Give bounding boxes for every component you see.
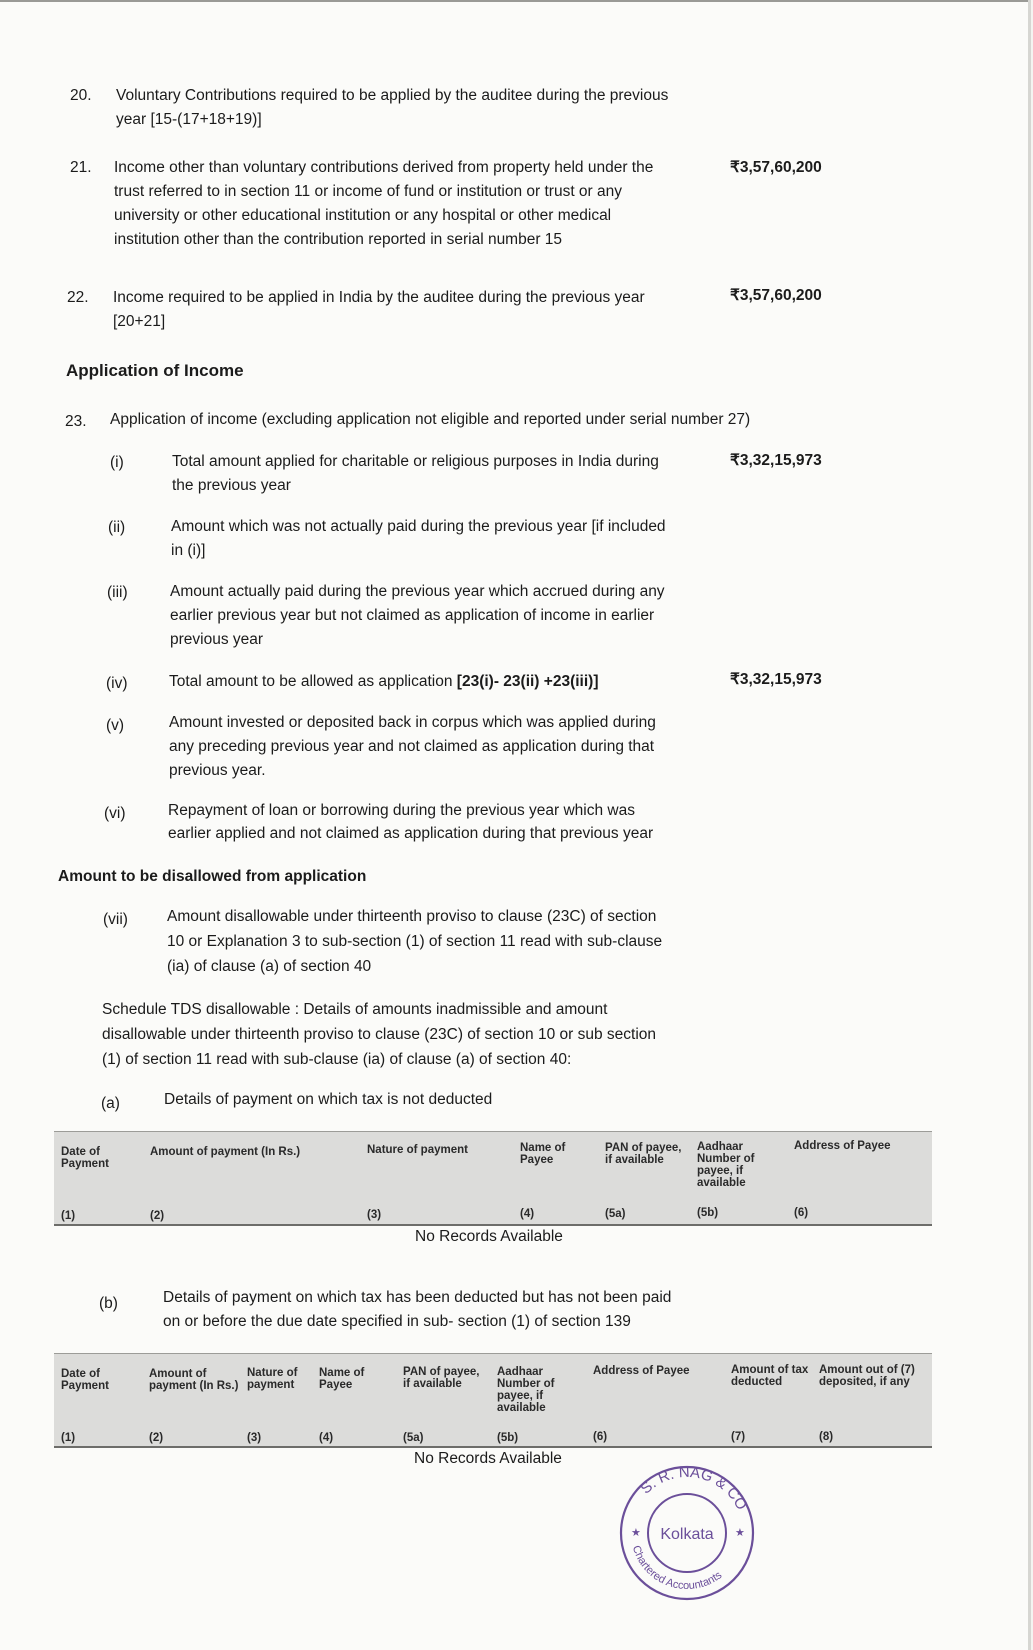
table-a-index-5a: (5a) — [605, 1208, 626, 1220]
table-b-header-address: Address of Payee — [593, 1365, 690, 1377]
sub-vii-text-line2: 10 or Explanation 3 to sub-section (1) of section 11 read with sub-clause — [167, 933, 663, 950]
item-21-number: 21. — [70, 159, 92, 176]
item-22-text-line1: Income required to be applied in India by the auditee during the previous year — [113, 289, 645, 306]
item-22-number: 22. — [67, 289, 89, 306]
table-a-header-address: Address of Payee — [794, 1140, 891, 1152]
stamp-co-text: CO — [722, 1483, 751, 1513]
table-b-index-8: (8) — [819, 1431, 834, 1443]
table-a-index-1: (1) — [61, 1210, 76, 1222]
table-a-no-records: No Records Available — [415, 1228, 563, 1245]
table-a-header-name: Name of Payee — [520, 1142, 566, 1166]
table-b-header-amount: Amount of payment (In Rs.) — [149, 1368, 239, 1392]
table-a-index-5b: (5b) — [697, 1207, 719, 1219]
item-21-amount: ₹3,57,60,200 — [730, 159, 822, 176]
top-edge-line — [0, 0, 1028, 2]
table-b-index-4: (4) — [319, 1432, 334, 1444]
sub-i-number: (i) — [110, 454, 124, 471]
table-a-header-nature: Nature of payment — [367, 1144, 468, 1156]
table-b-index-5b: (5b) — [497, 1432, 519, 1444]
sub-iii-text-line2: earlier previous year but not claimed as application of income in earlier — [170, 607, 655, 624]
table-a-header-date: Date of Payment — [61, 1146, 109, 1170]
schedule-text-line2: disallowable under thirteenth proviso to clause (23C) of section 10 or sub section — [102, 1026, 657, 1043]
table-b-header-deposited: Amount out of (7) deposited, if any — [819, 1364, 915, 1388]
sub-vi-text-line2: earlier applied and not claimed as application during that previous year — [168, 825, 654, 842]
sub-ii-text-line1: Amount which was not actually paid during the previous year [if included — [171, 518, 666, 535]
part-a-text: Details of payment on which tax is not deducted — [164, 1091, 493, 1108]
table-a-index-2: (2) — [150, 1210, 165, 1222]
sub-vi-number: (vi) — [104, 805, 126, 822]
sub-vii-text-line1: Amount disallowable under thirteenth proviso to clause (23C) of section — [167, 908, 657, 925]
stamp-star-right-icon: ★ — [735, 1526, 745, 1539]
table-b-header-tax-deducted: Amount of tax deducted — [731, 1364, 809, 1388]
item-20-number: 20. — [70, 87, 92, 104]
item-21-text-line1: Income other than voluntary contributions derived from property held under the — [114, 159, 654, 176]
part-b-text-line1: Details of payment on which tax has been deducted but has not been paid — [163, 1289, 672, 1306]
item-22-text-line2: [20+21] — [113, 313, 166, 330]
table-b-index-2: (2) — [149, 1432, 164, 1444]
table-b-index-1: (1) — [61, 1432, 76, 1444]
item-23-text: Application of income (excluding application not eligible and reported under serial number 27) — [110, 411, 751, 428]
sub-ii-number: (ii) — [108, 519, 126, 536]
table-a-index-6: (6) — [794, 1207, 809, 1219]
item-21-text-line4: institution other than the contribution reported in serial number 15 — [114, 231, 563, 248]
table-b — [54, 1353, 932, 1448]
sub-iv-formula: [23(i)- 23(ii) +23(iii)] — [456, 673, 599, 690]
item-21-text-line2: trust referred to in section 11 or income of fund or institution or trust or any — [114, 183, 623, 200]
table-a-header-pan: PAN of payee, if available — [605, 1142, 682, 1166]
sub-v-text-line3: previous year. — [169, 762, 266, 779]
table-b-index-6: (6) — [593, 1431, 608, 1443]
table-b-index-7: (7) — [731, 1431, 746, 1443]
sub-iii-number: (iii) — [107, 584, 128, 601]
table-a-index-3: (3) — [367, 1209, 382, 1221]
sub-iv-amount: ₹3,32,15,973 — [730, 671, 822, 688]
sub-v-text-line2: any preceding previous year and not claimed as application during that — [169, 738, 655, 755]
sub-vii-number: (vii) — [103, 911, 128, 928]
firm-seal-stamp — [617, 1463, 757, 1603]
disallow-heading: Amount to be disallowed from application — [58, 868, 367, 885]
part-b-text-line2: on or before the due date specified in sub- section (1) of section 139 — [163, 1313, 631, 1330]
item-20-text-line2: year [15-(17+18+19)] — [116, 111, 262, 128]
sub-vii-text-line3: (ia) of clause (a) of section 40 — [167, 958, 372, 975]
table-b-index-3: (3) — [247, 1432, 262, 1444]
schedule-text-line1: Schedule TDS disallowable : Details of amounts inadmissible and amount — [102, 1001, 608, 1018]
sub-i-text-line2: the previous year — [172, 477, 291, 494]
item-20-text-line1: Voluntary Contributions required to be applied by the auditee during the previous — [116, 87, 669, 104]
sub-iii-text-line3: previous year — [170, 631, 264, 648]
table-a-index-4: (4) — [520, 1208, 535, 1220]
stamp-top-text: NAG & — [678, 1463, 731, 1493]
schedule-text-line3: (1) of section 11 read with sub-clause (ia) of clause (a) of section 40: — [102, 1051, 572, 1068]
table-a-header-aadhaar: Aadhaar Number of payee, if available — [697, 1141, 755, 1189]
table-b-header-name: Name of Payee — [319, 1367, 365, 1391]
item-23-number: 23. — [65, 413, 87, 430]
table-b-header-aadhaar: Aadhaar Number of payee, if available — [497, 1366, 555, 1414]
table-a — [54, 1131, 932, 1226]
application-of-income-heading: Application of Income — [66, 361, 244, 380]
item-21-text-line3: university or other educational institution or any hospital or other medical — [114, 207, 612, 224]
sub-vi-text-line1: Repayment of loan or borrowing during the previous year which was — [168, 802, 635, 819]
sub-i-amount: ₹3,32,15,973 — [730, 452, 822, 469]
item-22-amount: ₹3,57,60,200 — [730, 287, 822, 304]
part-a-number: (a) — [101, 1095, 120, 1112]
sub-iv-label: Total amount to be allowed as application — [169, 673, 457, 690]
sub-i-text-line1: Total amount applied for charitable or religious purposes in India during — [172, 453, 659, 470]
table-b-index-5a: (5a) — [403, 1432, 424, 1444]
table-a-header-amount: Amount of payment (In Rs.) — [150, 1146, 301, 1158]
table-b-header-date: Date of Payment — [61, 1368, 109, 1392]
stamp-left-text: S. R. — [637, 1465, 676, 1498]
sub-iv-number: (iv) — [106, 675, 128, 692]
sub-iv-text — [169, 670, 598, 694]
stamp-center-text: Kolkata — [660, 1526, 714, 1543]
stamp-ring-top-text — [637, 1464, 750, 1513]
stamp-ring-bottom-text — [630, 1544, 725, 1592]
sub-v-number: (v) — [106, 717, 125, 734]
part-b-number: (b) — [99, 1295, 118, 1312]
stamp-ring-text: Chartered Accountants — [629, 1544, 725, 1593]
sub-iii-text-line1: Amount actually paid during the previous year which accrued during any — [170, 583, 665, 600]
table-b-header-nature: Nature of payment — [247, 1367, 298, 1391]
sub-v-text-line1: Amount invested or deposited back in corpus which was applied during — [169, 714, 656, 731]
sub-ii-text-line2: in (i)] — [171, 542, 206, 559]
stamp-star-left-icon: ★ — [631, 1526, 641, 1539]
table-b-no-records: No Records Available — [414, 1450, 562, 1467]
table-b-header-pan: PAN of payee, if available — [403, 1366, 480, 1390]
